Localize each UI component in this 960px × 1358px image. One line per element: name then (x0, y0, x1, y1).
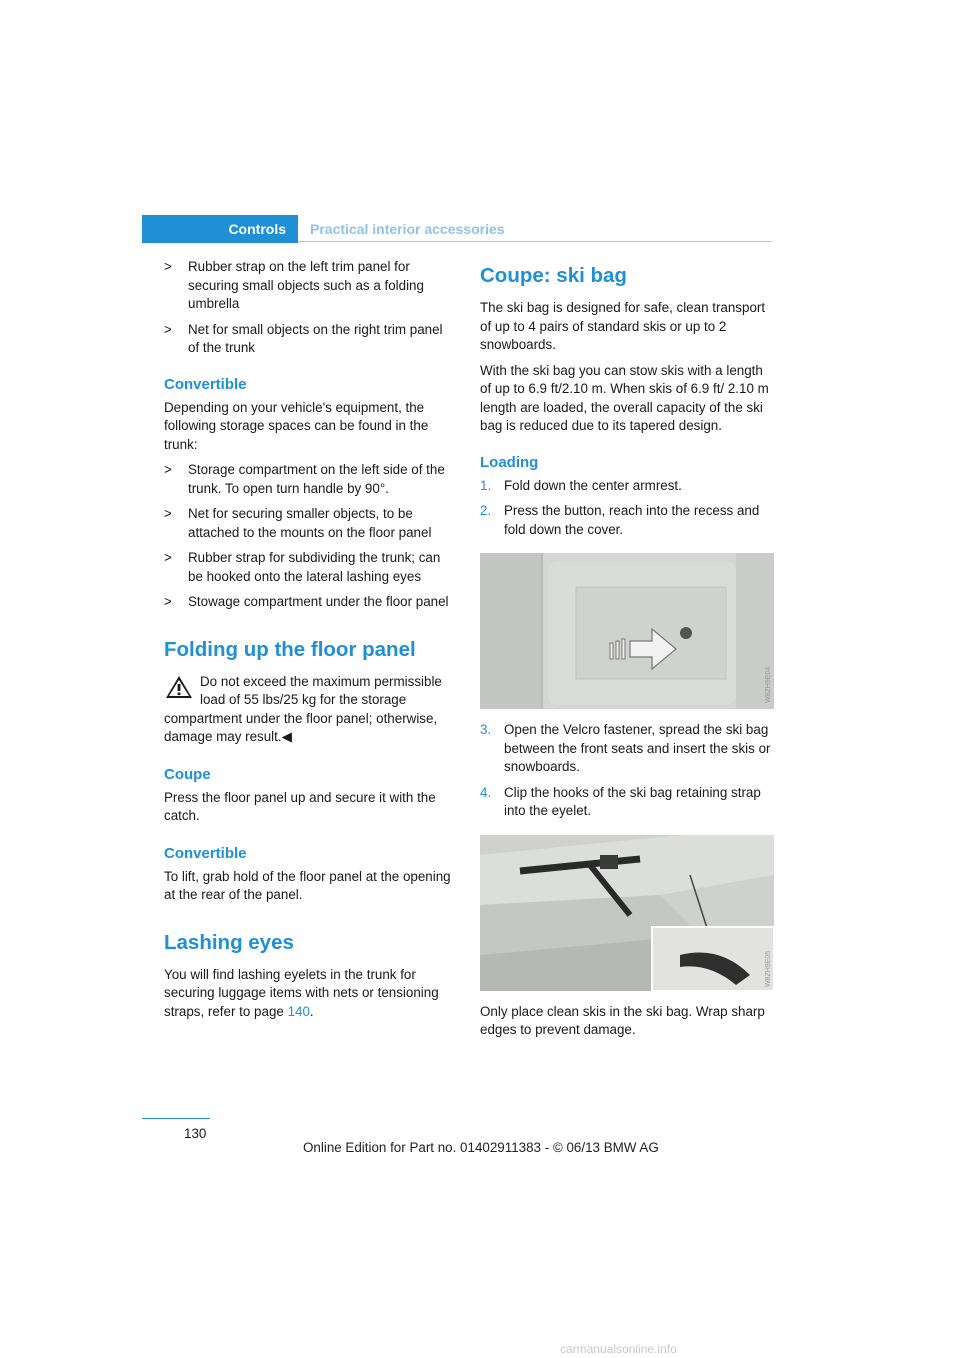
coupe-heading: Coupe (164, 765, 211, 783)
left-column (164, 258, 456, 1028)
step-number: 1. (480, 477, 492, 493)
convertible2-text: To lift, grab hold of the floor panel at the opening at the rear of the panel. (164, 868, 451, 902)
step-number: 3. (480, 722, 492, 737)
ski-bag-paragraph: The ski bag is designed for safe, clean transport of up to 4 pairs of standard skis or up to 2 snowboards. (480, 300, 766, 352)
list-item: > Net for securing smaller objects, to be attached to the mounts on the floor panel (164, 506, 432, 540)
footer-rule (142, 1118, 210, 1119)
bullet-marker: > (164, 321, 172, 337)
bullet-marker: > (164, 462, 172, 477)
list-item: > Storage compartment on the left side of the trunk. To open turn handle by 90°. (164, 462, 445, 496)
end-marker: ◀ (281, 729, 292, 744)
lashing-eyes-heading: Lashing eyes (164, 930, 294, 954)
warning-block: Do not exceed the maximum permissible load of 55 lbs/25 kg for the storage compartment under the floor panel; otherwise, damage may result.◀ (164, 673, 442, 744)
header-rule (298, 241, 772, 242)
step-item: 2. Press the button, reach into the recess and fold down the cover. (480, 503, 760, 537)
bullet-marker: > (164, 550, 172, 565)
list-item: > Stowage compartment under the floor panel (164, 593, 456, 612)
site-watermark: carmanualsonline.info (560, 1342, 677, 1356)
floor-panel-heading: Folding up the floor panel (164, 637, 416, 661)
page-number: 130 (184, 1126, 207, 1141)
step-item: 1. Fold down the center armrest. (480, 477, 772, 496)
bullet-marker: > (164, 594, 172, 609)
list-item: > Rubber strap for subdividing the trunk; can be hooked onto the lateral lashing eyes (164, 550, 441, 584)
lashing-text: You will find lashing eyelets in the trunk for securing luggage items with nets or tensioning straps, refer to page 140. (164, 966, 439, 1019)
page-link[interactable]: 140 (287, 1003, 310, 1019)
ski-bag-heading: Coupe: ski bag (480, 264, 627, 287)
chapter-tab: Controls (142, 215, 298, 243)
step-number: 4. (480, 784, 492, 800)
closing-text: Only place clean skis in the ski bag. Wrap sharp edges to prevent damage. (480, 1003, 765, 1037)
page-header (142, 215, 772, 243)
convertible-text: Depending on your vehicle's equipment, the following storage spaces can be found in the trunk: (164, 399, 429, 452)
step-item: 4. Clip the hooks of the ski bag retaining strap into the eyelet. (480, 784, 761, 818)
convertible-heading: Convertible (164, 375, 247, 393)
armrest-photo (480, 553, 774, 709)
ski-bag-photo (480, 835, 774, 991)
svg-text:W8ZH9E04: W8ZH9E04 (765, 666, 772, 703)
convertible2-heading: Convertible (164, 844, 247, 862)
ski-bag-paragraph: With the ski bag you can stow skis with a length of up to 6.9 ft/2.10 m. When skis of 6.9 ft/ 2.10 m length are loaded, the overall capacity of the ski bag is reduced due to its tapered design. (480, 362, 769, 433)
section-title: Practical interior accessories (310, 221, 505, 237)
bullet-marker: > (164, 506, 172, 521)
step-number: 2. (480, 503, 492, 518)
loading-heading: Loading (480, 453, 539, 471)
coupe-text: Press the floor panel up and secure it with the catch. (164, 789, 436, 823)
bullet-marker: > (164, 259, 172, 274)
step-item: 3. Open the Velcro fastener, spread the ski bag between the front seats and insert the skis or snowboards. (480, 722, 771, 774)
armrest-illustration (480, 553, 774, 709)
list-item: > Net for small objects on the right trim panel of the trunk (164, 321, 443, 355)
svg-text:W8ZH9E05: W8ZH9E05 (765, 950, 772, 987)
edition-footer: Online Edition for Part no. 01402911383 - © 06/13 BMW AG (303, 1140, 659, 1155)
ski-bag-illustration (480, 835, 774, 991)
warning-icon (164, 674, 194, 700)
right-column (480, 258, 772, 1047)
list-item: > Rubber strap on the left trim panel for securing small objects such as a folding umbrella (164, 259, 424, 311)
